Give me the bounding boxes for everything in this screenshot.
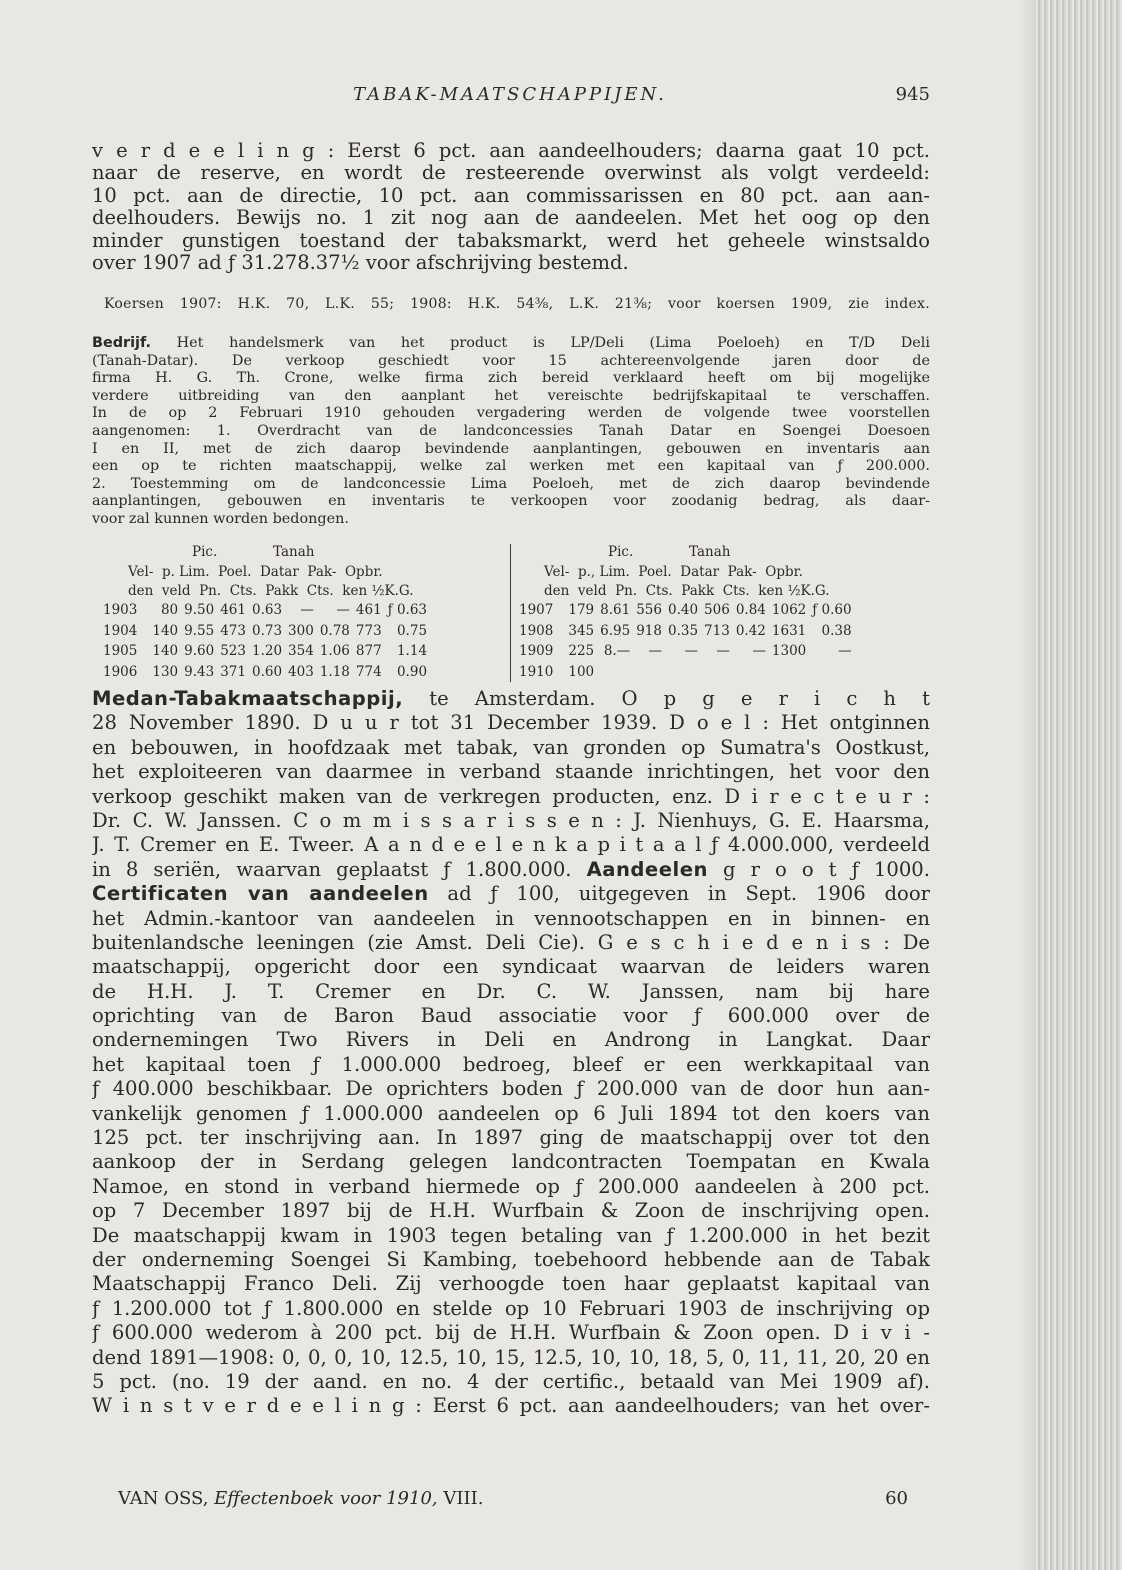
- text-line: 28 November 1890. D u u r tot 31 December 1939. D o e l : Het ontginnen: [92, 711, 930, 735]
- bedrijf-first-line: Het handelsmerk van het product is LP/Deli (Lima Poeloeh) en T/D Deli: [176, 335, 930, 351]
- table-header-row: Pic. Tanah: [192, 544, 315, 560]
- text-line: deelhouders. Bewijs no. 1 zit nog aan de aandeelen. Met het oog op den: [92, 207, 930, 230]
- table-cell: 354: [288, 643, 314, 660]
- table-cell: 0.63: [251, 602, 283, 619]
- table-cell: 345: [568, 622, 595, 639]
- table-cell: 1.20: [251, 643, 283, 660]
- table-row: [516, 662, 855, 683]
- text-line: vankelijk genomen ƒ 1.000.000 aandeelen op 6 Juli 1894 tot den koers van: [92, 1101, 930, 1125]
- company-location: te Amsterdam.: [429, 687, 596, 710]
- text-line: (Tanah-Datar). De verkoop geschiedt voor 15 achtereenvolgende jaren door de: [92, 352, 930, 369]
- table-cell: 774: [355, 663, 382, 680]
- table-cell: ƒ 0.60: [812, 602, 852, 619]
- table-cell: 100: [568, 663, 595, 680]
- table-cell: 300: [288, 622, 314, 639]
- table-cell: 0.73: [251, 622, 283, 639]
- table-cell: ƒ 0.63: [387, 602, 428, 619]
- table-cell: 0.90: [396, 663, 428, 680]
- text-line: In de op 2 Februari 1910 gehouden vergadering werden de volgende twee voorstellen: [92, 405, 930, 422]
- text-line: W i n s t v e r d e e l i n g : Eerst 6 pct. aan aandeelhouders; van het over-: [92, 1394, 930, 1418]
- table-cell: 1.18: [319, 663, 350, 680]
- text-segment: g r o o t ƒ 1000.: [723, 857, 930, 881]
- text-line: ondernemingen Two Rivers in Deli en Androng in Langkat. Daar: [92, 1028, 930, 1052]
- table-cell: 140: [152, 643, 179, 660]
- table-cell: 0.35: [667, 622, 699, 639]
- table-cell: 225: [568, 643, 595, 660]
- year-cell: 1910: [519, 663, 554, 680]
- table-cell: 1631: [771, 622, 807, 639]
- text-line: een op te richten maatschappij, welke zal werken met een kapitaal van ƒ 200.000.: [92, 458, 930, 475]
- text-line: ƒ 600.000 wederom à 200 pct. bij de H.H. Wurfbain & Zoon open. D i v i -: [92, 1321, 930, 1345]
- table-cell: [633, 662, 665, 683]
- year-cell: 1906: [103, 663, 138, 680]
- table-body-left: [100, 600, 430, 682]
- table-cell: 140: [152, 622, 179, 639]
- text-line: firma H. G. Th. Crone, welke firma zich bereid verklaard heeft om bij mogelijke: [92, 370, 930, 387]
- page-header: [90, 84, 930, 114]
- text-line: voor zal kunnen worden bedongen.: [92, 510, 350, 527]
- production-table: [100, 544, 930, 684]
- text-line: op 7 December 1897 bij de H.H. Wurfbain & Zoon de inschrijving open.: [92, 1199, 930, 1223]
- text-line: naar de reserve, en wordt de resteerende overwinst als volgt verdeeld:: [92, 162, 930, 185]
- text-line: Dr. C. W. Janssen. C o m m i s s a r i s s e n : J. Nienhuys, G. E. Haarsma,: [92, 808, 930, 832]
- table-cell: 0.42: [735, 622, 766, 639]
- running-title: TABAK-MAATSCHAPPIJEN.: [353, 84, 667, 105]
- text-line: [92, 882, 930, 906]
- text-line: 5 pct. (no. 19 der aand. en no. 4 der certific., betaald van Mei 1909 af).: [92, 1369, 930, 1393]
- year-cell: 1907: [519, 602, 554, 619]
- text-line: verdere uitbreiding van den aanplant het vereischte bedrijfskapitaal te verschaffen.: [92, 387, 930, 404]
- table-divider: [510, 544, 511, 682]
- bedrijf-paragraph: [92, 335, 930, 529]
- table-cell: 0.75: [396, 622, 428, 639]
- text-line: J. T. Cremer en E. Tweer. A a n d e e l e n k a p i t a a l ƒ 4.000.000, verdeeld: [92, 833, 930, 857]
- table-cell: 9.55: [184, 622, 215, 639]
- table-cell: 1.14: [396, 643, 428, 660]
- text-line: aanplantingen, gebouwen en inventaris te verkoopen voor zoodanig bedrag, als daar-: [92, 493, 930, 510]
- table-cell: —: [716, 643, 730, 660]
- page-stack-edge: [1035, 0, 1122, 1570]
- share-price-note: Koersen 1907: H.K. 70, L.K. 55; 1908: H.K. 54⅜, L.K. 21⅜; voor koersen 1909, zie index.: [104, 296, 930, 312]
- text-line: verkoop geschikt maken van de verkregen producten, enz. D i r e c t e u r :: [92, 784, 930, 808]
- bedrijf-label: Bedrijf.: [92, 335, 151, 351]
- table-cell: 918: [636, 622, 662, 639]
- text-line: het Admin.-kantoor van aandeelen in vennootschappen en in binnen- en: [92, 906, 930, 930]
- text-line: 10 pct. aan de directie, 10 pct. aan commissarissen en 80 pct. aan aan-: [92, 184, 930, 207]
- year-cell: 1908: [519, 622, 554, 639]
- table-cell: 6.95: [600, 622, 631, 639]
- text-line: de H.H. J. T. Cremer en Dr. C. W. Janssen, nam bij hare: [92, 979, 930, 1003]
- table-cell: 523: [220, 643, 246, 660]
- table-cell: [809, 662, 854, 683]
- table-cell: 1062: [771, 602, 807, 619]
- table-cell: 556: [636, 602, 662, 619]
- table-cell: 0.38: [821, 622, 852, 639]
- year-cell: 1904: [103, 622, 138, 639]
- table-cell: —: [648, 643, 662, 660]
- table-row: [516, 641, 855, 662]
- table-row: [516, 621, 855, 642]
- text-line: het kapitaal toen ƒ 1.000.000 bedroeg, bleef er een werkkapitaal van: [92, 1052, 930, 1076]
- table-cell: —: [336, 602, 350, 619]
- table-row: [100, 662, 430, 683]
- text-line: dend 1891—1908: 0, 0, 0, 10, 12.5, 10, 15, 12.5, 10, 10, 18, 5, 0, 11, 11, 20, 20 en: [92, 1345, 930, 1369]
- table-cell: 9.60: [184, 643, 215, 660]
- text-line: 2. Toestemming om de landconcessie Lima Poeloeh, met de zich daarop bevindende: [92, 475, 930, 492]
- text-line: [92, 687, 930, 711]
- table-cell: 0.40: [667, 602, 699, 619]
- year-cell: 1905: [103, 643, 138, 660]
- company-name: Medan-Tabakmaatschappij,: [92, 687, 404, 710]
- table-cell: 461: [220, 602, 246, 619]
- text-line: het exploiteeren van daarmee in verband staande inrichtingen, het voor den: [92, 760, 930, 784]
- table-cell: 1300: [771, 643, 807, 660]
- table-cell: [701, 662, 733, 683]
- table-header-row: Pic. Tanah: [608, 544, 731, 560]
- table-cell: [733, 662, 769, 683]
- table-cell: 0.60: [251, 663, 283, 680]
- table-cell: —: [300, 602, 314, 619]
- table-cell: 713: [704, 622, 730, 639]
- text-segment: ad ƒ 100, uitgegeven in Sept. 1906 door: [447, 882, 930, 906]
- table-body-right: [516, 600, 855, 682]
- text-line: aangenomen: 1. Overdracht van de landconcessies Tanah Datar en Soengei Doesoen: [92, 422, 930, 439]
- page-footer: [118, 1488, 908, 1514]
- text-line: Maatschappij Franco Deli. Zij verhoogde toen haar geplaatst kapitaal van: [92, 1272, 930, 1296]
- table-header-row: den veld Pn. Cts. Pakk Cts. ken ½K.G.: [128, 583, 414, 599]
- text-line: minder gunstigen toestand der tabaksmarkt, werd het geheele winstsaldo: [92, 229, 930, 252]
- table-cell: 461: [355, 602, 382, 619]
- table-cell: 0.78: [319, 622, 350, 639]
- table-cell: 80: [160, 602, 179, 619]
- text-segment: in 8 seriën, waarvan geplaatst ƒ 1.800.000.: [92, 857, 572, 881]
- footer-source: [118, 1488, 483, 1509]
- table-row: [100, 600, 430, 621]
- text-line: v e r d e e l i n g : Eerst 6 pct. aan aandeelhouders; daarna gaat 10 pct.: [92, 140, 930, 162]
- table-cell: 473: [220, 622, 246, 639]
- year-cell: 1909: [519, 643, 554, 660]
- text-line: aankoop der in Serdang gelegen landcontracten Toempatan en Kwala: [92, 1150, 930, 1174]
- text-line: [92, 335, 930, 353]
- table-cell: 9.50: [184, 602, 215, 619]
- table-cell: 506: [704, 602, 730, 619]
- text-line: De maatschappij kwam in 1903 tegen betaling van ƒ 1.200.000 in het bezit: [92, 1223, 930, 1247]
- table-row: [516, 600, 855, 621]
- table-cell: —: [752, 643, 766, 660]
- table-cell: 1.06: [319, 643, 350, 660]
- text-line: 125 pct. ter inschrijving aan. In 1897 ging de maatschappij over tot den: [92, 1126, 930, 1150]
- text-line: [92, 858, 930, 882]
- table-row: [100, 641, 430, 662]
- table-header-row: Vel- p. Lim. Poel. Datar Pak- Opbr.: [128, 564, 383, 580]
- text-line: der onderneming Soengei Si Kambing, toebehoord hebbende aan de Tabak: [92, 1247, 930, 1271]
- text-line: maatschappij, opgericht door een syndicaat waarvan de leiders waren: [92, 955, 930, 979]
- table-header-row: den veld Pn. Cts. Pakk Cts. ken ½K.G.: [544, 583, 830, 599]
- table-row: [100, 621, 430, 642]
- text-line: buitenlandsche leeningen (zie Amst. Deli Cie). G e s c h i e d e n i s : De: [92, 930, 930, 954]
- opgericht-label: O p g e r i c h t: [621, 687, 930, 710]
- text-line: en bebouwen, in hoofdzaak met tabak, van gronden op Sumatra's Oostkust,: [92, 735, 930, 759]
- table-cell: 130: [152, 663, 179, 680]
- page-number: 945: [895, 84, 930, 105]
- table-cell: 179: [568, 602, 595, 619]
- table-cell: —: [838, 643, 852, 660]
- table-cell: 8.—: [603, 643, 631, 660]
- certificaten-heading: Certificaten van aandeelen: [92, 882, 429, 906]
- intro-paragraph: [92, 140, 930, 274]
- table-cell: 371: [220, 663, 246, 680]
- text-line: I en II, met de zich daarop bevindende aanplantingen, gebouwen en inventaris aan: [92, 440, 930, 457]
- table-cell: —: [684, 643, 699, 660]
- table-cell: 9.43: [184, 663, 215, 680]
- text-line: oprichting van de Baron Baud associatie voor ƒ 600.000 over de: [92, 1004, 930, 1028]
- table-cell: 8.61: [600, 602, 631, 619]
- table-cell: 877: [355, 643, 382, 660]
- aandeelen-heading: Aandeelen: [586, 857, 708, 881]
- table-cell: 0.84: [735, 602, 766, 619]
- production-table-left: [100, 544, 508, 682]
- text-line: over 1907 ad ƒ 31.278.37½ voor afschrijving bestemd.: [92, 251, 629, 274]
- year-cell: 1903: [103, 602, 138, 619]
- table-cell: [769, 662, 809, 683]
- text-line: Namoe, en stond in verband hiermede op ƒ 200.000 aandeelen à 200 pct.: [92, 1174, 930, 1198]
- table-cell: 773: [355, 622, 382, 639]
- company-entry: [92, 687, 930, 1419]
- production-table-right: [516, 544, 934, 682]
- text-line: ƒ 1.200.000 tot ƒ 1.800.000 en stelde op 10 Februari 1903 de inschrijving op: [92, 1296, 930, 1320]
- table-header-row: Vel- p., Lim. Poel. Datar Pak- Opbr.: [544, 564, 803, 580]
- footer-book-title: Effectenboek voor 1910,: [214, 1488, 438, 1509]
- table-cell: [665, 662, 701, 683]
- table-cell: 403: [288, 663, 314, 680]
- footer-author: VAN OSS,: [118, 1488, 209, 1509]
- table-cell: [597, 662, 633, 683]
- footer-volume: VIII.: [443, 1488, 484, 1509]
- sheet-number: 60: [885, 1488, 908, 1509]
- text-line: ƒ 400.000 beschikbaar. De oprichters boden ƒ 200.000 van de door hun aan-: [92, 1077, 930, 1101]
